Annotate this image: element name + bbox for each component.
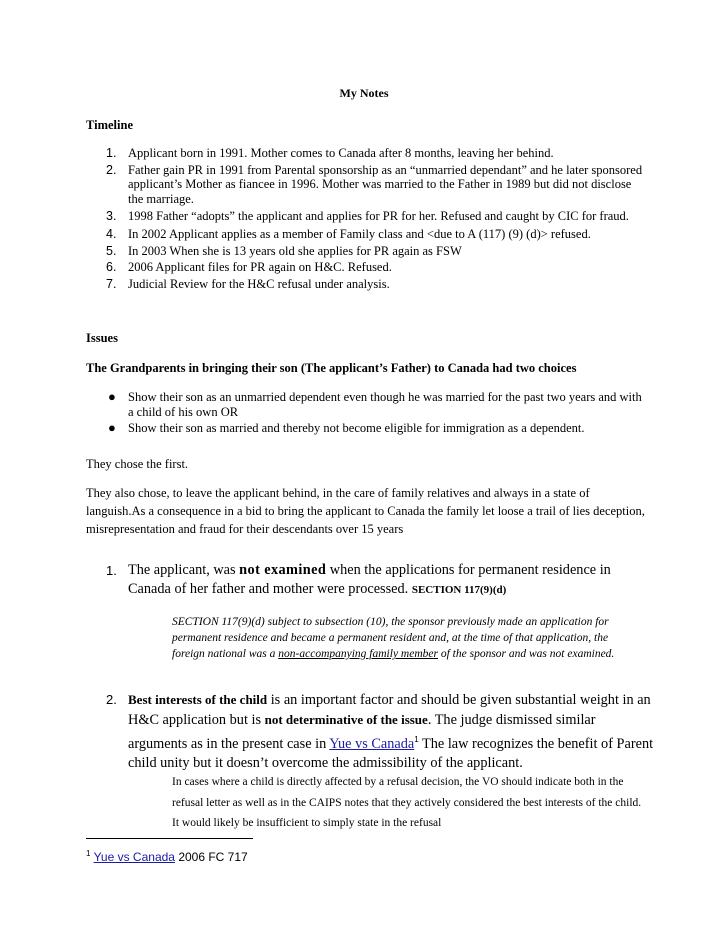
text-run: of the sponsor and was not examined. (437, 648, 615, 660)
list-item (86, 208, 646, 225)
footnote-link[interactable]: Yue vs Canada (93, 850, 175, 864)
paragraph: They also chose, to leave the applicant behind, in the care of family relatives and always in a state of languish.As a consequence in a bid to bring the applicant to Canada the family let loose a trail of lies deception, misrepresentation and fraud for their descendants over 15 years (86, 486, 645, 536)
list-number: 3. (106, 209, 117, 223)
list-item-text: Show their son as married and thereby not become eligible for immigration as a dependent. (128, 421, 585, 435)
footnote-number: 1 (86, 849, 91, 858)
list-item-text: In 2002 Applicant applies as a member of Family class and <due to A (117) (9) (d)> refused. (128, 227, 591, 241)
guideline-quote: In cases where a child is directly affected by a refusal decision, the VO should indicate both in the refusal letter as well as in the CAIPS notes that they actively considered the best interests of the child. It would likely be insufficient to simply state in the refusal (172, 776, 642, 829)
list-item (86, 146, 646, 161)
list-item-text: Applicant born in 1991. Mother comes to Canada after 8 months, leaving her behind. (128, 146, 554, 160)
timeline-list (86, 146, 646, 293)
list-number: 5. (106, 243, 117, 258)
text-run: is an important factor and should be given substantial weight in an H&C application but is (128, 692, 651, 728)
list-number: 6. (106, 260, 117, 274)
choices-list (86, 390, 646, 438)
case-link[interactable]: Yue vs Canada (329, 735, 415, 752)
list-item-text: 2006 Applicant files for PR again on H&C. Refused. (128, 260, 392, 274)
footnote-divider (86, 838, 253, 839)
list-number: 2. (106, 162, 117, 177)
point-2 (86, 690, 656, 773)
list-item-text: 1998 Father “adopts” the applicant and applies for PR for her. Refused and caught by CIC for fraud. (128, 209, 629, 223)
text-run: . The judge dismissed similar arguments as in the present case in (128, 712, 596, 752)
page-title: My Notes (339, 86, 389, 100)
emphasis: Best interests of the child (128, 692, 268, 707)
text-run: The applicant, was (128, 562, 240, 578)
emphasis: not determinative of the issue (264, 712, 428, 727)
list-item (86, 390, 646, 419)
point-text (86, 690, 656, 773)
footnote-marker[interactable]: 1 (414, 735, 419, 744)
list-number: 7. (106, 276, 117, 291)
point-number: 2. (106, 692, 117, 707)
text-run: when the applications for permanent residence in Canada of her father and mother were processed. (128, 562, 611, 597)
list-item (86, 227, 646, 242)
footnote (86, 849, 248, 864)
list-item-text: Father gain PR in 1991 from Parental sponsorship as an “unmarried dependant” and he later sponsored applicant’s Mother as fiancee in 1996. Mother was married to the Father in 1989 but did not disclose the marriage. (128, 162, 643, 206)
statute-quote (172, 614, 642, 662)
point-text (86, 561, 656, 600)
bullet-icon: ● (108, 389, 116, 404)
list-item-text: Show their son as an unmarried dependent even though he was married for the past two years and with a child of his own OR (128, 390, 642, 419)
text-run: The law recognizes the benefit of Parent child unity but it doesn’t overcome the admissibility of the applicant. (128, 735, 654, 771)
list-item (86, 421, 646, 436)
emphasis: not examined (239, 562, 327, 578)
point-number: 1. (106, 563, 117, 578)
list-item-text: In 2003 When she is 13 years old she applies for PR again as FSW (128, 243, 462, 258)
list-item (86, 277, 646, 292)
list-item (86, 163, 646, 207)
definition-link[interactable]: non-accompanying family member (278, 648, 438, 660)
list-number: 1. (106, 146, 117, 160)
section-reference: SECTION 117(9)(d) (411, 584, 507, 596)
list-item-text: Judicial Review for the H&C refusal under analysis. (128, 276, 390, 291)
point-1 (86, 561, 656, 600)
paragraph: They chose the first. (86, 457, 189, 471)
list-item (86, 244, 646, 259)
issues-heading: Issues (86, 331, 118, 345)
issues-subheading: The Grandparents in bringing their son (The applicant’s Father) to Canada had two choices (86, 361, 577, 375)
list-number: 4. (106, 227, 117, 241)
list-item (86, 260, 646, 275)
bullet-icon: ● (108, 420, 116, 435)
footnote-text: 2006 FC 717 (174, 850, 248, 864)
timeline-heading: Timeline (86, 118, 133, 132)
text-run: SECTION 117(9)(d) subject to subsection (10), the sponsor previously made an application for permanent residence and became a permanent resident and, at the time of that application, the foreign national was a (172, 616, 609, 660)
